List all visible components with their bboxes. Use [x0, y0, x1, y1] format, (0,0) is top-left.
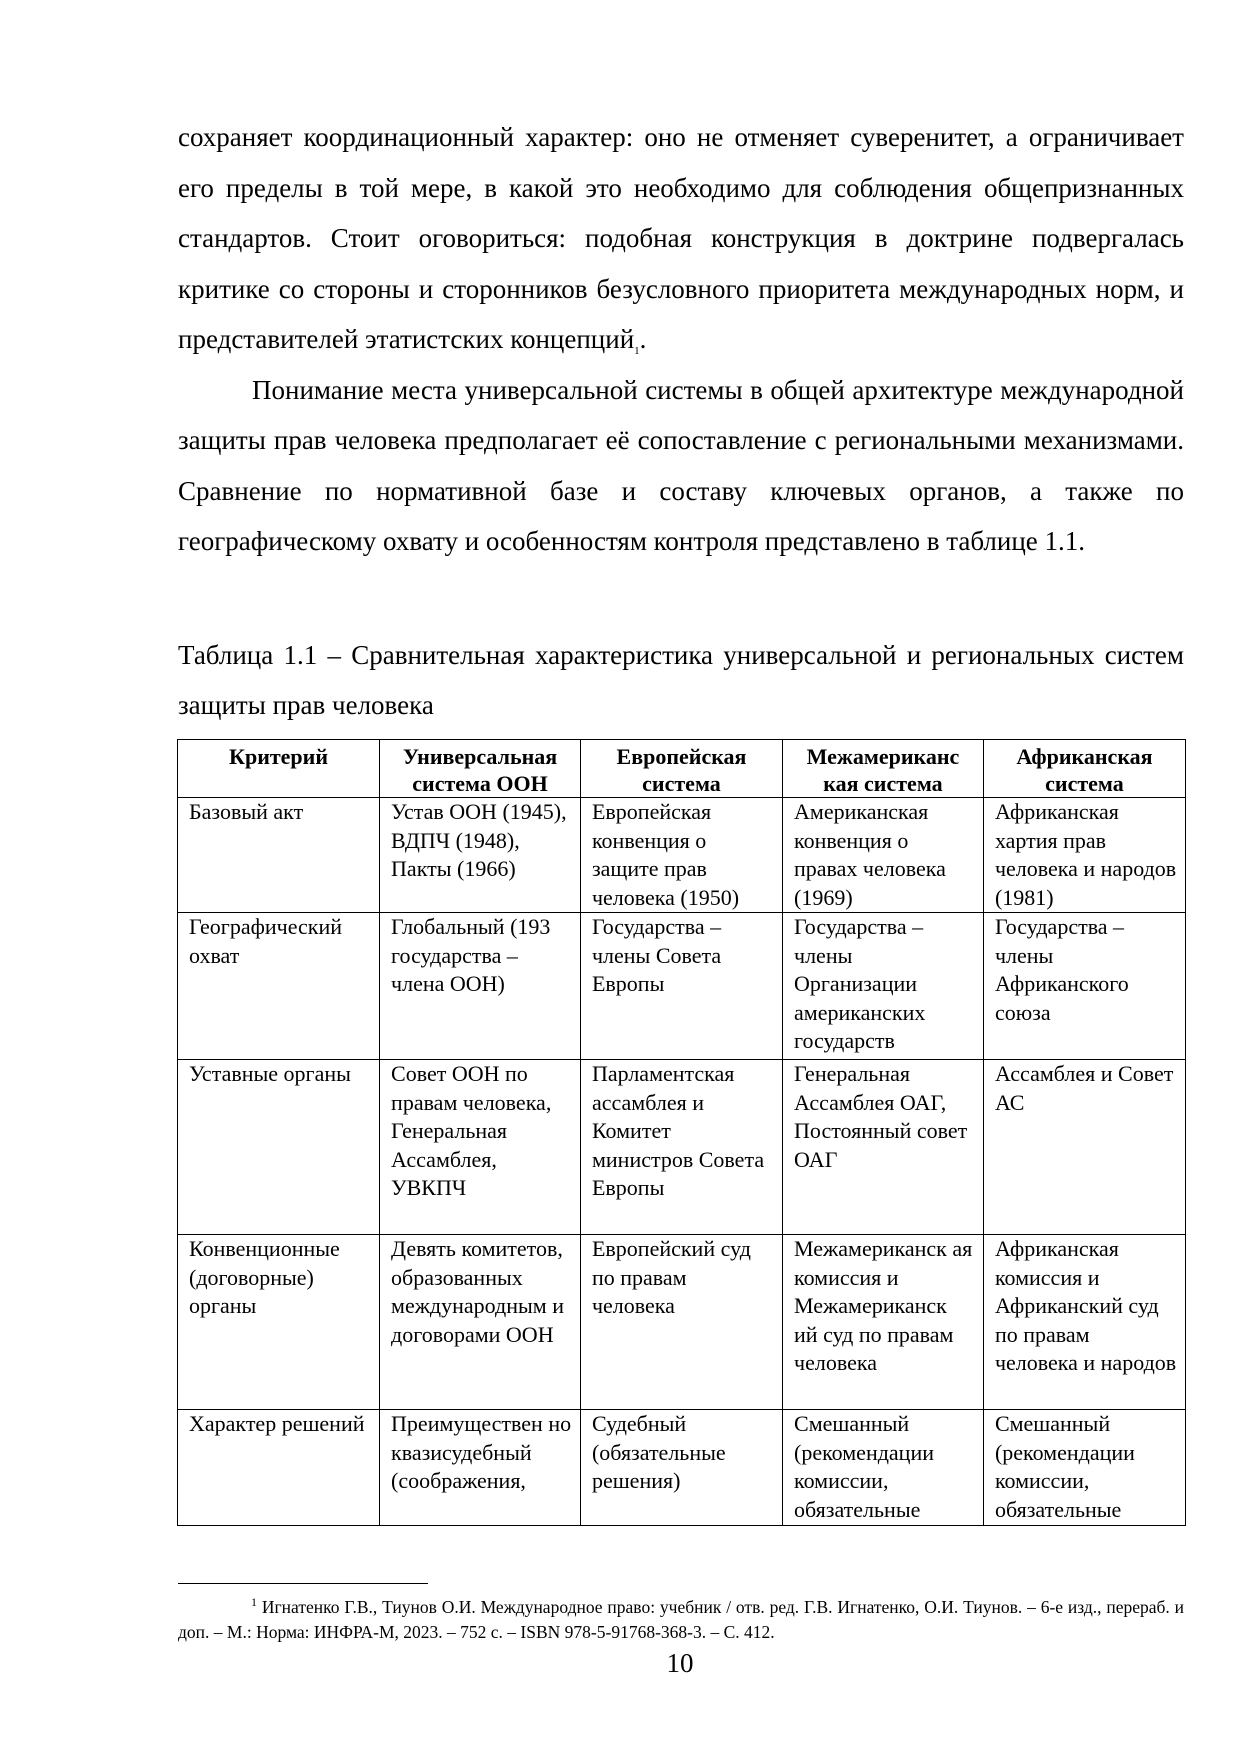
- table-cell: Ассамблея и Совет АС: [983, 1060, 1185, 1235]
- table-cell: Базовый акт: [178, 798, 380, 913]
- table-cell: Государства – члены Совета Европы: [580, 913, 782, 1060]
- table-cell: Географический охват: [178, 913, 380, 1060]
- table-row: [178, 798, 1186, 913]
- table-cell: Африканская комиссия и Африканский суд по правам человека и народов: [983, 1235, 1185, 1410]
- table-cell: Судебный (обязательные решения): [580, 1410, 782, 1526]
- table-cell: Африканская хартия прав человека и народов (1981): [983, 798, 1185, 913]
- footnote-reference[interactable]: 1: [634, 345, 640, 357]
- table-cell: Преимуществен но квазисудебный (соображения,: [380, 1410, 581, 1526]
- table-cell: Устав ООН (1945), ВДПЧ (1948), Пакты (1966): [380, 798, 581, 913]
- table-header-row: [178, 740, 1186, 798]
- table-cell: Генеральная Ассамблея ОАГ, Постоянный совет ОАГ: [783, 1060, 984, 1235]
- table-cell: Девять комитетов, образованных международным и договорами ООН: [380, 1235, 581, 1410]
- paragraph-1-text: сохраняет координационный характер: оно не отменяет суверенитет, а ограничивает его пределы в той мере, в какой это необходимо для соблюдения общепризнанных стандартов. Стоит оговориться: подобная конструкция в доктрине подвергалась критике со стороны и сторонников безусловного приоритета международных норм, и представителей этатистских концепций: [178, 122, 1184, 354]
- table-cell: Европейская конвенция о защите прав человека (1950): [580, 798, 782, 913]
- table-header-cell: Критерий: [178, 740, 380, 798]
- table-cell: Парламентская ассамблея и Комитет министров Совета Европы: [580, 1060, 782, 1235]
- table-cell: Глобальный (193 государства – члена ООН): [380, 913, 581, 1060]
- table-header-cell: Межамериканс кая система: [783, 740, 984, 798]
- footnote-separator: [178, 1583, 428, 1584]
- table-cell: Государства – члены Организации американских государств: [783, 913, 984, 1060]
- body-text: [178, 112, 1184, 567]
- table-cell: Европейский суд по правам человека: [580, 1235, 782, 1410]
- footnote-text: Игнатенко Г.В., Тиунов О.И. Международное право: учебник / отв. ред. Г.В. Игнатенко, О.И. Тиунов. – 6-е изд., перераб. и доп. – М.: Норма: ИНФРА-М, 2023. – 752 с. – ISBN 978-5-91768-368-3. – С. 412.: [178, 1596, 1185, 1642]
- table-cell: Межамериканск ая комиссия и Межамериканск ий суд по правам человека: [783, 1235, 984, 1410]
- table-header-cell: Европейская система: [580, 740, 782, 798]
- table-cell: Американская конвенция о правах человека (1969): [783, 798, 984, 913]
- table-header-cell: Африканская система: [983, 740, 1185, 798]
- paragraph-1-end: .: [639, 324, 647, 354]
- table-row: [178, 1060, 1186, 1235]
- table-cell: Смешанный (рекомендации комиссии, обязательные: [783, 1410, 984, 1526]
- table-row: [178, 913, 1186, 1060]
- footnote-number: 1: [251, 1595, 257, 1609]
- table-cell: Совет ООН по правам человека, Генеральная Ассамблея, УВКПЧ: [380, 1060, 581, 1235]
- paragraph-1: [178, 112, 1184, 365]
- table-cell: Смешанный (рекомендации комиссии, обязательные: [983, 1410, 1185, 1526]
- table-header-cell: Универсальная система ООН: [380, 740, 581, 798]
- table-row: [178, 1410, 1186, 1526]
- paragraph-2: Понимание места универсальной системы в общей архитектуре международной защиты прав человека предполагает её сопоставление с региональными механизмами. Сравнение по нормативной базе и составу ключевых органов, а также по географическому охвату и особенностям контроля представлено в таблице 1.1.: [178, 374, 1184, 556]
- table-cell: Конвенционные (договорные) органы: [178, 1235, 380, 1410]
- footnote: [178, 1590, 1184, 1645]
- table-row: [178, 1235, 1186, 1410]
- table-cell: Государства – члены Африканского союза: [983, 913, 1185, 1060]
- page-number: 10: [666, 1648, 694, 1678]
- table-caption: Таблица 1.1 – Сравнительная характеристика универсальной и региональных систем защиты прав человека: [178, 640, 1184, 720]
- table-cell: Характер решений: [178, 1410, 380, 1526]
- comparison-table: [177, 739, 1186, 1526]
- table-cell: Уставные органы: [178, 1060, 380, 1235]
